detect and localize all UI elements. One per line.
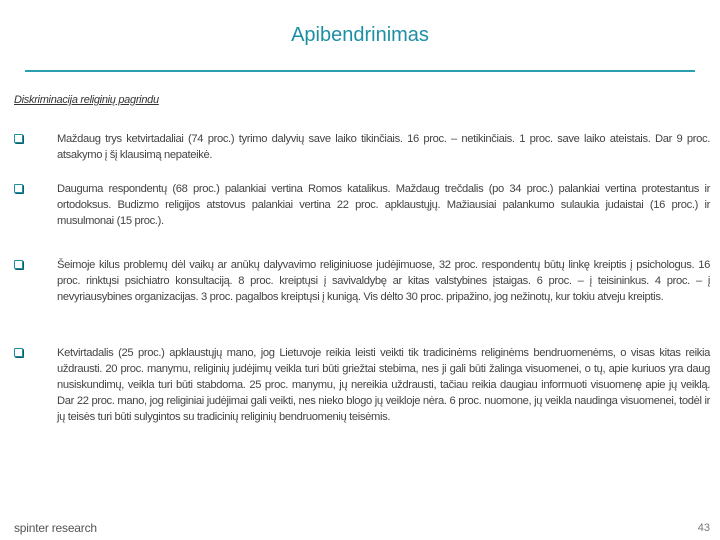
checkbox-bullet-icon bbox=[14, 184, 23, 193]
list-item-text: Dauguma respondentų (68 proc.) palankiai vertina Romos katalikus. Maždaug trečdalis (po 34 proc.) palankiai vertina protestantus ir ortodoksus. Budizmo religijos atstovus palankiai vertina 22 proc. apklaustųjų. Mažiausiai palankumo sulaukia judaistai (16 proc.) ir musulmonai (15 proc.). bbox=[57, 183, 710, 227]
section-heading: Diskriminacija religinių pagrindu bbox=[14, 94, 159, 106]
list-item bbox=[14, 345, 710, 425]
list-item bbox=[14, 181, 710, 229]
page-number: 43 bbox=[697, 522, 710, 534]
footer-logo: spinter research bbox=[14, 521, 97, 535]
checkbox-bullet-icon bbox=[14, 348, 23, 357]
list-item bbox=[14, 257, 710, 305]
list-item-text: Maždaug trys ketvirtadaliai (74 proc.) tyrimo dalyvių save laiko tikinčiais. 16 proc. – netikinčiais. 1 proc. save laiko ateistais. Dar 9 proc. atsakymo į šį klausimą nepateikė. bbox=[57, 133, 710, 161]
checkbox-bullet-icon bbox=[14, 134, 23, 143]
list-item-text: Šeimoje kilus problemų dėl vaikų ar anūkų dalyvavimo religiniuose judėjimuose, 32 proc. respondentų būtų linkę kreiptis į psichologus. 16 proc. rinktųsi psichiatro konsultaciją. 8 proc. kreiptųsi į savivaldybę ar kitas valstybines įstaigas. 6 proc. – į teisininkus. 4 proc. – į nevyriausybines organizacijas. 3 proc. pagalbos kreiptųsi į kunigą. Vis dėlto 30 proc. pripažino, jog nežinotų, kur tokiu atveju kreiptis. bbox=[57, 259, 710, 303]
page-title: Apibendrinimas bbox=[291, 24, 429, 46]
checkbox-bullet-icon bbox=[14, 260, 23, 269]
title-divider bbox=[25, 70, 695, 72]
list-item bbox=[14, 131, 710, 163]
list-item-text: Ketvirtadalis (25 proc.) apklaustųjų mano, jog Lietuvoje reikia leisti veikti tik tradicinėms religinėms bendruomenėms, o visas kitas reikia uždrausti. 20 proc. manymu, religinių judėjimų veikla turi būti griežtai stebima, nes ji gali būti žalinga visuomenei, o tų, apie kuriuos yra daug nusiskundimų, veikla turi būti stabdoma. 25 proc. manymu, jų nereikia uždrausti, tačiau reikia daugiau informuoti visuomenę apie jų veiklą. Dar 22 proc. mano, jog religiniai judėjimai gali veikti, nes nieko blogo jų veikloje nėra. 6 proc. nuomone, jų veikla naudinga visuomenei, todėl ir jų teisės turi būti sulygintos su tradicinių religinių bendruomenių teisėmis. bbox=[57, 347, 710, 423]
